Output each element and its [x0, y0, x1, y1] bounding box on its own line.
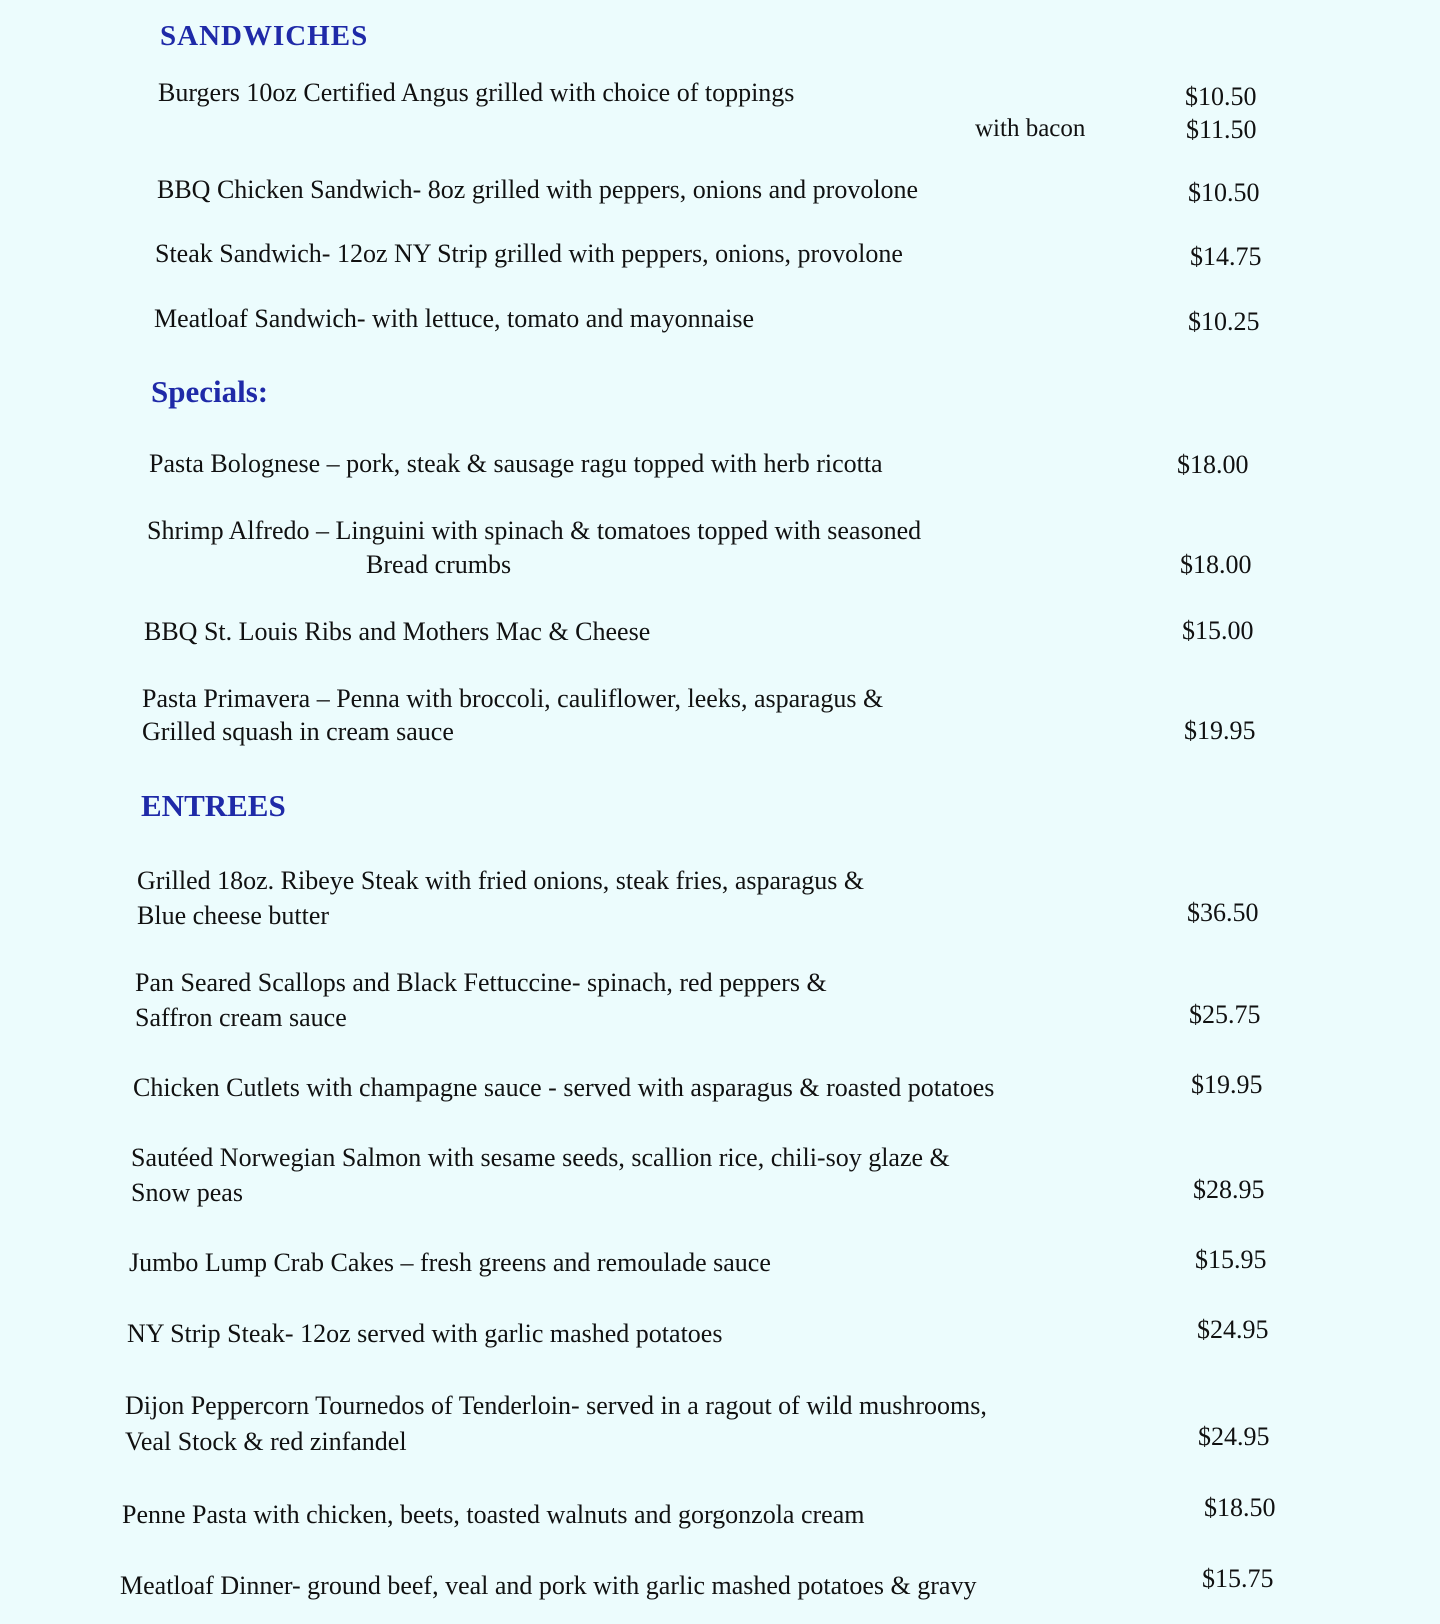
price-pasta-primavera: $19.95	[1184, 716, 1256, 745]
price-pasta-bolognese: $18.00	[1177, 450, 1249, 479]
price-meatloaf-dinner: $15.75	[1202, 1564, 1274, 1593]
menu-item-bbq-chicken-sandwich: BBQ Chicken Sandwich- 8oz grilled with peppers, onions and provolone	[157, 175, 919, 204]
price-bbq-ribs: $15.00	[1182, 616, 1254, 645]
menu-item-pasta-primavera-line2: Grilled squash in cream sauce	[142, 717, 454, 746]
menu-item-meatloaf-sandwich: Meatloaf Sandwich- with lettuce, tomato and mayonnaise	[154, 304, 754, 333]
price-burgers: $10.50	[1185, 82, 1257, 111]
price-tournedos: $24.95	[1198, 1422, 1270, 1451]
menu-item-scallops-line2: Saffron cream sauce	[135, 1003, 347, 1032]
menu-item-ribeye-line2: Blue cheese butter	[137, 901, 330, 930]
price-burgers-bacon: $11.50	[1186, 115, 1257, 144]
menu-item-shrimp-alfredo: Shrimp Alfredo – Linguini with spinach & tomatoes topped with seasoned	[147, 516, 922, 545]
price-salmon: $28.95	[1193, 1175, 1265, 1204]
menu-item-pasta-primavera: Pasta Primavera – Penna with broccoli, cauliflower, leeks, asparagus &	[142, 684, 884, 713]
menu-item-burgers-bacon: with bacon	[975, 115, 1086, 142]
menu-item-steak-sandwich: Steak Sandwich- 12oz NY Strip grilled with peppers, onions, provolone	[155, 239, 903, 268]
sandwiches-heading: SANDWICHES	[160, 20, 369, 52]
price-ny-strip: $24.95	[1197, 1315, 1269, 1344]
menu-item-bbq-ribs: BBQ St. Louis Ribs and Mothers Mac & Cheese	[144, 617, 651, 646]
menu-item-ny-strip: NY Strip Steak- 12oz served with garlic mashed potatoes	[127, 1319, 723, 1348]
menu-item-ribeye: Grilled 18oz. Ribeye Steak with fried onions, steak fries, asparagus &	[137, 866, 865, 895]
price-penne-pasta: $18.50	[1204, 1493, 1276, 1522]
specials-heading: Specials:	[151, 374, 269, 409]
menu-item-salmon: Sautéed Norwegian Salmon with sesame seeds, scallion rice, chili-soy glaze &	[131, 1143, 950, 1172]
price-bbq-chicken-sandwich: $10.50	[1188, 178, 1260, 207]
price-crab-cakes: $15.95	[1195, 1245, 1267, 1274]
price-ribeye: $36.50	[1187, 898, 1259, 927]
menu-item-chicken-cutlets: Chicken Cutlets with champagne sauce - served with asparagus & roasted potatoes	[133, 1073, 995, 1102]
menu-item-salmon-line2: Snow peas	[131, 1178, 243, 1207]
menu-item-tournedos-line2: Veal Stock & red zinfandel	[125, 1427, 407, 1456]
menu-item-scallops: Pan Seared Scallops and Black Fettuccine- spinach, red peppers &	[135, 968, 827, 997]
menu-item-burgers: Burgers 10oz Certified Angus grilled with choice of toppings	[158, 78, 795, 107]
price-meatloaf-sandwich: $10.25	[1188, 307, 1260, 336]
menu-item-shrimp-alfredo-line2: Bread crumbs	[366, 550, 512, 579]
price-steak-sandwich: $14.75	[1190, 242, 1262, 271]
menu-item-penne-pasta: Penne Pasta with chicken, beets, toasted walnuts and gorgonzola cream	[122, 1500, 865, 1529]
menu-item-pasta-bolognese: Pasta Bolognese – pork, steak & sausage ragu topped with herb ricotta	[149, 449, 883, 478]
price-scallops: $25.75	[1189, 1000, 1261, 1029]
price-shrimp-alfredo: $18.00	[1180, 550, 1252, 579]
menu-item-crab-cakes: Jumbo Lump Crab Cakes – fresh greens and remoulade sauce	[129, 1248, 771, 1277]
price-chicken-cutlets: $19.95	[1191, 1070, 1263, 1099]
menu-item-tournedos: Dijon Peppercorn Tournedos of Tenderloin- served in a ragout of wild mushrooms,	[125, 1391, 987, 1420]
menu-item-meatloaf-dinner: Meatloaf Dinner- ground beef, veal and pork with garlic mashed potatoes & gravy	[120, 1571, 977, 1600]
entrees-heading: ENTREES	[141, 788, 286, 823]
